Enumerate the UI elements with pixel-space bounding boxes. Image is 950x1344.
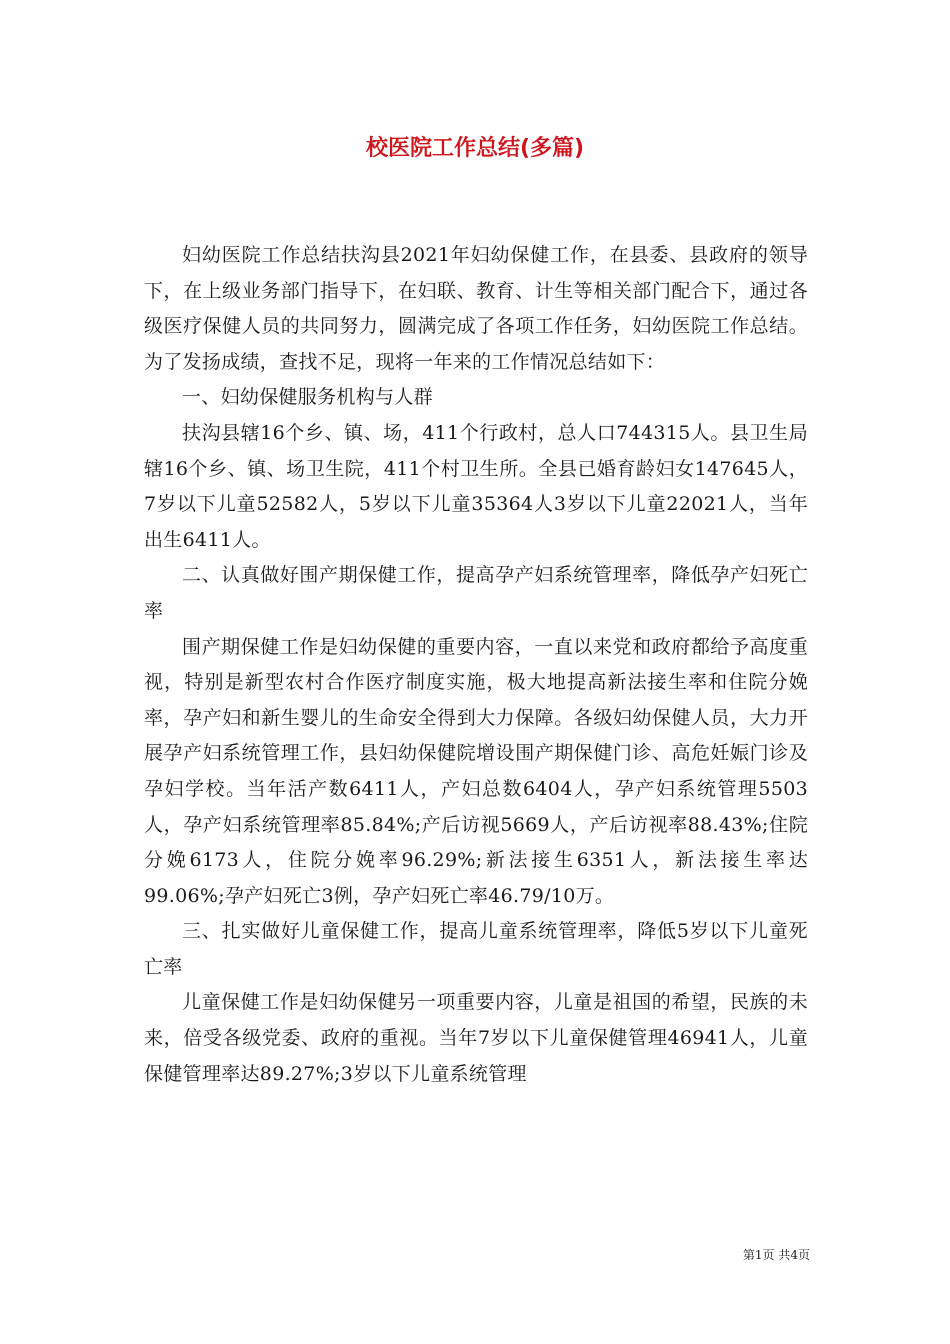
body-paragraph: 儿童保健工作是妇幼保健另一项重要内容，儿童是祖国的希望，民族的未来，倍受各级党委、政府的重视。当年7岁以下儿童保健管理46941人，儿童保健管理率达89.27%;3岁以下儿童系统管理: [144, 991, 808, 1085]
page-number-footer: 第1页 共4页: [742, 1248, 810, 1262]
body-paragraph: 妇幼医院工作总结扶沟县2021年妇幼保健工作，在县委、县政府的领导下，在上级业务部门指导下，在妇联、教育、计生等相关部门配合下，通过各级医疗保健人员的共同努力，圆满完成了各项工作任务，妇幼医院工作总结。为了发扬成绩，查找不足，现将一年来的工作情况总结如下：: [144, 244, 808, 373]
section-heading: 三、扎实做好儿童保健工作，提高儿童系统管理率，降低5岁以下儿童死亡率: [144, 920, 808, 978]
section-heading: 二、认真做好围产期保健工作，提高孕产妇系统管理率，降低孕产妇死亡率: [144, 564, 808, 622]
body-paragraph: 扶沟县辖16个乡、镇、场，411个行政村，总人口744315人。县卫生局辖16个乡、镇、场卫生院，411个村卫生所。全县已婚育龄妇女147645人，7岁以下儿童52582人，5岁以下儿童35364人3岁以下儿童22021人，当年出生6411人。: [144, 421, 808, 551]
document-title: 校医院工作总结(多篇): [365, 136, 585, 161]
body-paragraph: 围产期保健工作是妇幼保健的重要内容，一直以来党和政府都给予高度重视，特别是新型农村合作医疗制度实施，极大地提高新法接生率和住院分娩率，孕产妇和新生婴儿的生命安全得到大力保障。各级妇幼保健人员，大力开展孕产妇系统管理工作，县妇幼保健院增设围产期保健门诊、高危妊娠门诊及孕妇学校。当年活产数6411人，产妇总数6404人，孕产妇系统管理5503人，孕产妇系统管理率85.84%;产后访视5669人，产后访视率88.43%;住院分娩6173人，住院分娩率96.29%;新法接生6351人，新法接生率达99.06%;孕产妇死亡3例，孕产妇死亡率46.79/10万。: [144, 635, 808, 907]
section-heading: 一、妇幼保健服务机构与人群: [182, 386, 433, 409]
document-body: [144, 238, 808, 1092]
